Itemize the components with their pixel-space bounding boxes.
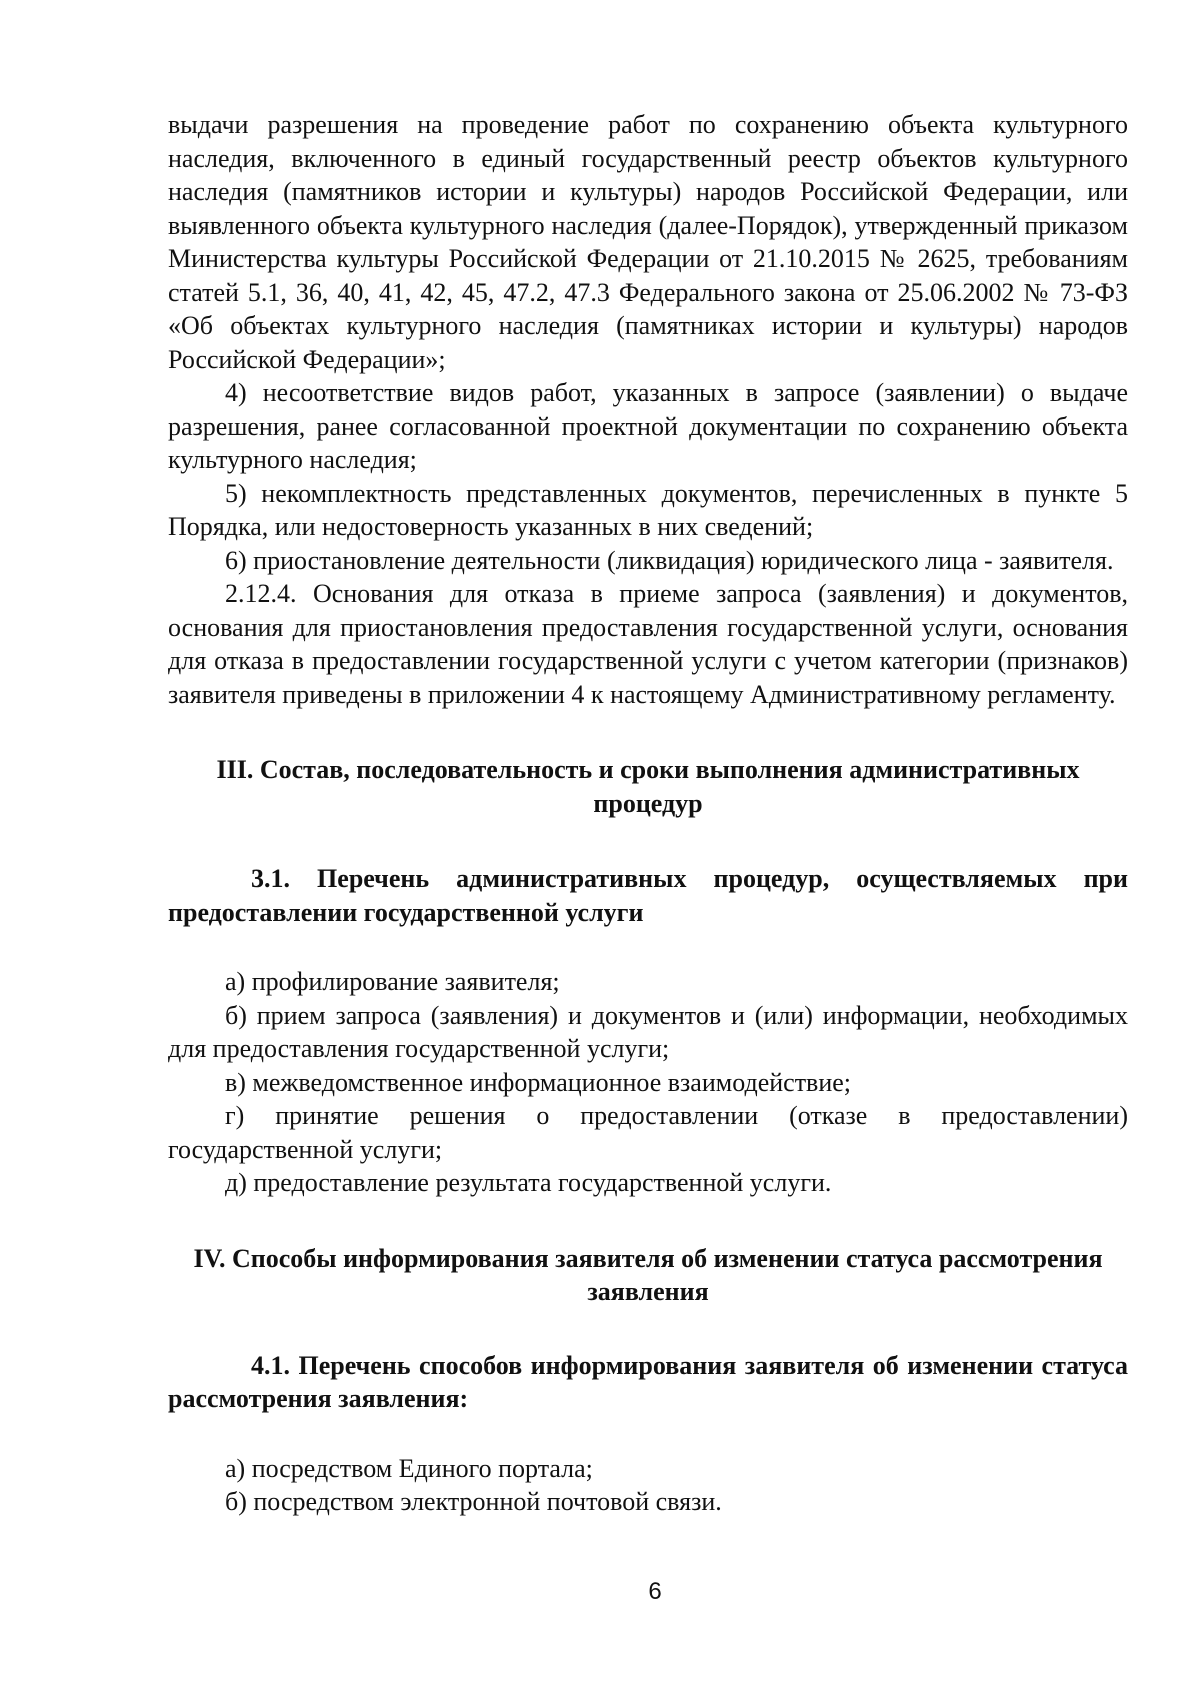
paragraph-item-6: 6) приостановление деятельности (ликвидация) юридического лица - заявителя. xyxy=(225,545,1114,575)
list-item: г) принятие решения о предоставлении (отказе в предоставлении) государственной услуги; xyxy=(168,1101,1128,1164)
subsection-3-1-heading: 3.1. Перечень административных процедур, осуществляемых при предоставлении государственной услуги xyxy=(168,864,1128,927)
list-item: б) посредством электронной почтовой связи. xyxy=(225,1487,722,1516)
list-item: д) предоставление результата государственной услуги. xyxy=(225,1168,832,1197)
paragraph-item-5: 5) некомплектность представленных документов, перечисленных в пункте 5 Порядка, или недостоверность указанных в них сведений; xyxy=(168,478,1128,541)
section-4-heading: IV. Способы информирования заявителя об изменении статуса рассмотрения заявления xyxy=(193,1243,1103,1306)
paragraph-item-4: 4) несоответствие видов работ, указанных в запросе (заявлении) о выдаче разрешения, ранее согласованной проектной документации по сохранению объекта культурного наследия; xyxy=(168,378,1128,474)
paragraph-2-12-4: 2.12.4. Основания для отказа в приеме запроса (заявления) и документов, основания для приостановления предоставления государственной услуги, основания для отказа в предоставлении государственной услуги с учетом категории (признаков) заявителя приведены в приложении 4 к настоящему Административному регламенту. xyxy=(168,579,1128,709)
section-3-heading: III. Состав, последовательность и сроки выполнения административных процедур xyxy=(216,755,1080,818)
list-item: в) межведомственное информационное взаимодействие; xyxy=(225,1067,852,1097)
page-number: 6 xyxy=(648,1578,662,1605)
paragraph-continuation: выдачи разрешения на проведение работ по сохранению объекта культурного наследия, включенного в единый государственный реестр объектов культурного наследия (памятников истории и культуры) народов Российской Федерации, или выявленного объекта культурного наследия (далее-Порядок), утвержденный приказом Министерства культуры Российской Федерации от 21.10.2015 № 2625, требованиям статей 5.1, 36, 40, 41, 42, 45, 47.2, 47.3 Федерального закона от 25.06.2002 № 73-ФЗ «Об объектах культурного наследия (памятниках истории и культуры) народов Российской Федерации»; xyxy=(168,110,1128,374)
subsection-4-1-heading: 4.1. Перечень способов информирования заявителя об изменении статуса рассмотрения заявления: xyxy=(168,1350,1128,1413)
list-item: а) посредством Единого портала; xyxy=(225,1453,593,1483)
list-item: а) профилирование заявителя; xyxy=(225,967,560,996)
document-body xyxy=(168,108,1128,1519)
list-item: б) прием запроса (заявления) и документов и (или) информации, необходимых для предоставления государственной услуги; xyxy=(168,1000,1128,1063)
